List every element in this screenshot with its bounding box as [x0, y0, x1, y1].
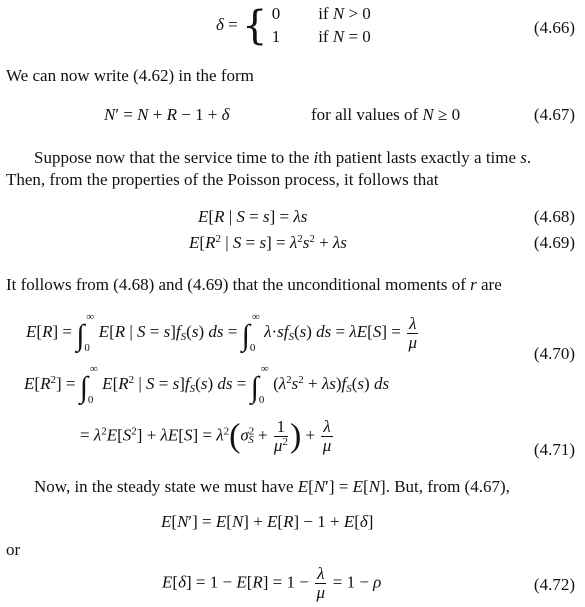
- equation-4-71-line-1: $E[R^2]$ = ∫ ∞ 0 $E[R^2$ | $S = s]f_S(s)$ ds = ∫ ∞ 0 $(\lambda^2s^2 + \lambda s)f_S(s)$ ds: [24, 363, 390, 406]
- paragraph-2-line-1: Suppose now that the service time to the ith patient lasts exactly a time s.: [34, 148, 532, 167]
- equation-expected-n: E[N′] = E[N] + E[R] − 1 + E[δ]: [161, 512, 374, 531]
- eq-number-4-67: (4.67): [533, 105, 575, 124]
- equation-4-67: N′ = N + R − 1 + δ: [104, 105, 230, 124]
- case2-value: 1: [271, 26, 281, 46]
- cases: [272, 3, 371, 49]
- eq-number-4-72: (4.72): [533, 575, 575, 594]
- case2-condition: if N = 0: [318, 26, 371, 46]
- paragraph-2-line-2: Then, from the properties of the Poisson process, it follows that: [6, 170, 439, 189]
- eq-number-4-68: (4.68): [533, 207, 575, 226]
- paragraph-4: Now, in the steady state we must have E[N′] = E[N]. But, from (4.67),: [34, 477, 510, 496]
- equation-4-68: E[R | S = s] = λs: [198, 207, 308, 226]
- eq466-lhs: δ =: [216, 14, 238, 34]
- or-text: or: [6, 540, 21, 559]
- equation-4-66: [216, 3, 371, 49]
- case1-condition: if N > 0: [318, 4, 371, 23]
- equation-4-71-line-2: = $\lambda^2E[S^2] + \lambda E[S] = \lambda^2(\sigma^2_S$ + $\frac{1}{\mu^2}$ ) + $\frac{\lambda}{\mu}$: [80, 417, 332, 455]
- eq-number-4-66: (4.66): [533, 18, 575, 37]
- eq-number-4-69: (4.69): [533, 233, 575, 252]
- paragraph-1: We can now write (4.62) in the form: [6, 66, 254, 85]
- equation-4-70: E[R] = ∫ ∞ 0 E[R | $S = s]f_S(s)$ ds = ∫ ∞ 0 $\lambda\cdot sf_S(s)$ ds = λE[S] = $\frac{\lambda}{\mu}$: [26, 311, 418, 354]
- equation-4-72: E[δ] = 1 − E[R] = 1 − $\frac{\lambda}{\mu}$ = 1 − ρ: [162, 564, 382, 602]
- case1-value: 0: [271, 4, 281, 23]
- eq-number-4-70: (4.70): [533, 344, 575, 363]
- case-brace: {: [242, 2, 268, 49]
- paragraph-3: It follows from (4.68) and (4.69) that the unconditional moments of r are: [6, 275, 502, 294]
- eq-number-4-71: (4.71): [533, 440, 575, 459]
- equation-4-69: $E[R^2$ | $S = s] = \lambda^2s^2 + \lambda s$: [189, 233, 347, 252]
- eq467-condition: for all values of N ≥ 0: [311, 105, 461, 124]
